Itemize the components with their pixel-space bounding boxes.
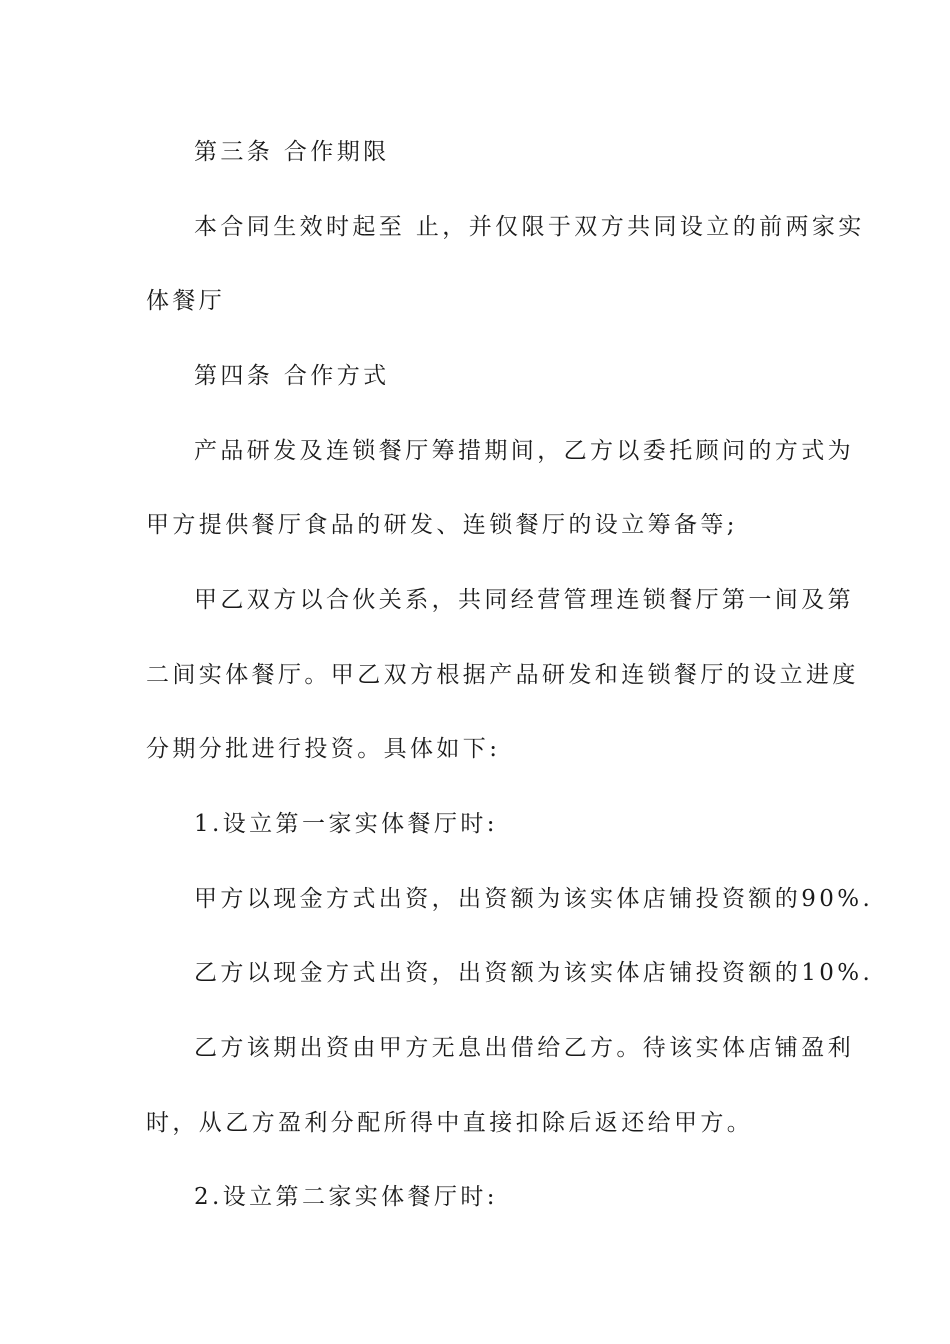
paragraph-line: 甲方以现金方式出资，出资额为该实体店铺投资额的90%.	[194, 886, 874, 912]
list-item-heading: 1.设立第一家实体餐厅时:	[194, 811, 498, 837]
paragraph-line: 分期分批进行投资。具体如下:	[146, 736, 501, 762]
paragraph-line: 乙方该期出资由甲方无息出借给乙方。待该实体店铺盈利	[194, 1035, 854, 1061]
paragraph-line: 二间实体餐厅。甲乙双方根据产品研发和连锁餐厅的设立进度	[146, 662, 859, 688]
paragraph-line: 本合同生效时起至 止，并仅限于双方共同设立的前两家实	[194, 214, 865, 240]
article3-heading: 第三条 合作期限	[194, 139, 390, 165]
article4-heading: 第四条 合作方式	[194, 363, 390, 389]
paragraph-line: 甲乙双方以合伙关系，共同经营管理连锁餐厅第一间及第	[194, 587, 854, 613]
list-item-heading: 2.设立第二家实体餐厅时:	[194, 1184, 498, 1210]
paragraph-line: 甲方提供餐厅食品的研发、连锁餐厅的设立筹备等;	[146, 512, 738, 538]
paragraph-line: 乙方以现金方式出资，出资额为该实体店铺投资额的10%.	[194, 960, 874, 986]
paragraph-line: 时，从乙方盈利分配所得中直接扣除后返还给甲方。	[146, 1110, 754, 1136]
paragraph-line: 产品研发及连锁餐厅筹措期间，乙方以委托顾问的方式为	[194, 438, 854, 464]
paragraph-line: 体餐厅	[146, 288, 226, 314]
